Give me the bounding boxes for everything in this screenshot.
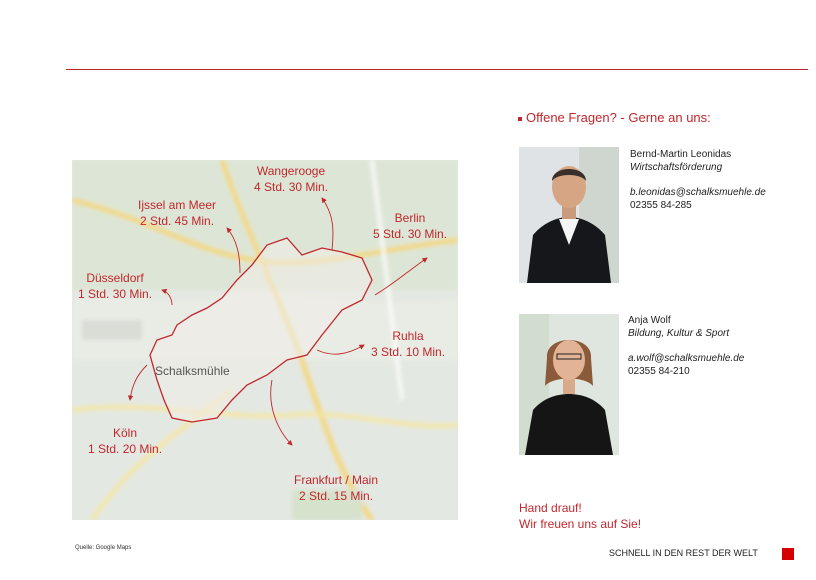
destination-ruhla xyxy=(371,328,445,360)
destination-time: 2 Std. 15 Min. xyxy=(298,489,374,503)
destination-name: Ruhla xyxy=(392,329,424,343)
contact-name: Anja Wolf xyxy=(628,315,671,326)
closing-line-2: Wir freuen uns auf Sie! xyxy=(519,517,642,531)
destination-time: 1 Std. 30 Min. xyxy=(78,287,153,301)
destination-time: 3 Std. 10 Min. xyxy=(371,345,446,359)
destination-name: Köln xyxy=(113,426,138,440)
destination-duesseldorf xyxy=(78,270,152,302)
bullet-square-icon xyxy=(518,117,522,121)
destination-time: 5 Std. 30 Min. xyxy=(373,227,448,241)
contact-phone: 02355 84-210 xyxy=(628,366,690,377)
top-divider xyxy=(66,69,808,70)
contact-role: Wirtschaftsförderung xyxy=(630,162,723,173)
contact-email[interactable]: b.leonidas@schalksmuehle.de xyxy=(630,187,766,198)
destination-name: Düsseldorf xyxy=(86,271,144,285)
footer-title: SCHNELL IN DEN REST DER WELT xyxy=(609,548,758,558)
map-source: Quelle: Google Maps xyxy=(75,545,132,551)
destination-time: 4 Std. 30 Min. xyxy=(254,180,329,194)
contact-heading-text: Offene Fragen? - Gerne an uns: xyxy=(526,110,711,125)
portrait-photo xyxy=(519,314,619,455)
destination-ijssel xyxy=(138,197,216,229)
contact-phone: 02355 84-285 xyxy=(630,200,692,211)
closing-line-1: Hand drauf! xyxy=(519,501,582,515)
destination-name: Frankfurt / Main xyxy=(294,473,379,487)
destination-berlin xyxy=(373,210,447,242)
contact-heading xyxy=(518,110,711,125)
footer-square xyxy=(782,548,794,560)
contact-email[interactable]: a.wolf@schalksmuehle.de xyxy=(628,353,745,364)
contact-role: Bildung, Kultur & Sport xyxy=(628,328,730,339)
contact-card xyxy=(628,314,744,378)
contact-name: Bernd-Martin Leonidas xyxy=(630,149,732,160)
destination-koeln xyxy=(88,425,162,457)
destination-name: Ijssel am Meer xyxy=(138,198,217,212)
destination-time: 2 Std. 45 Min. xyxy=(139,214,215,228)
portrait-photo xyxy=(519,147,619,283)
contact-card xyxy=(630,148,766,212)
destination-wangerooge xyxy=(254,163,328,195)
closing-message xyxy=(519,500,641,532)
destination-name: Berlin xyxy=(394,211,426,225)
destination-time: 1 Std. 20 Min. xyxy=(88,442,163,456)
town-label: Schalksmühle xyxy=(155,364,230,378)
destination-name: Wangerooge xyxy=(256,164,326,178)
destination-frankfurt xyxy=(294,472,378,504)
